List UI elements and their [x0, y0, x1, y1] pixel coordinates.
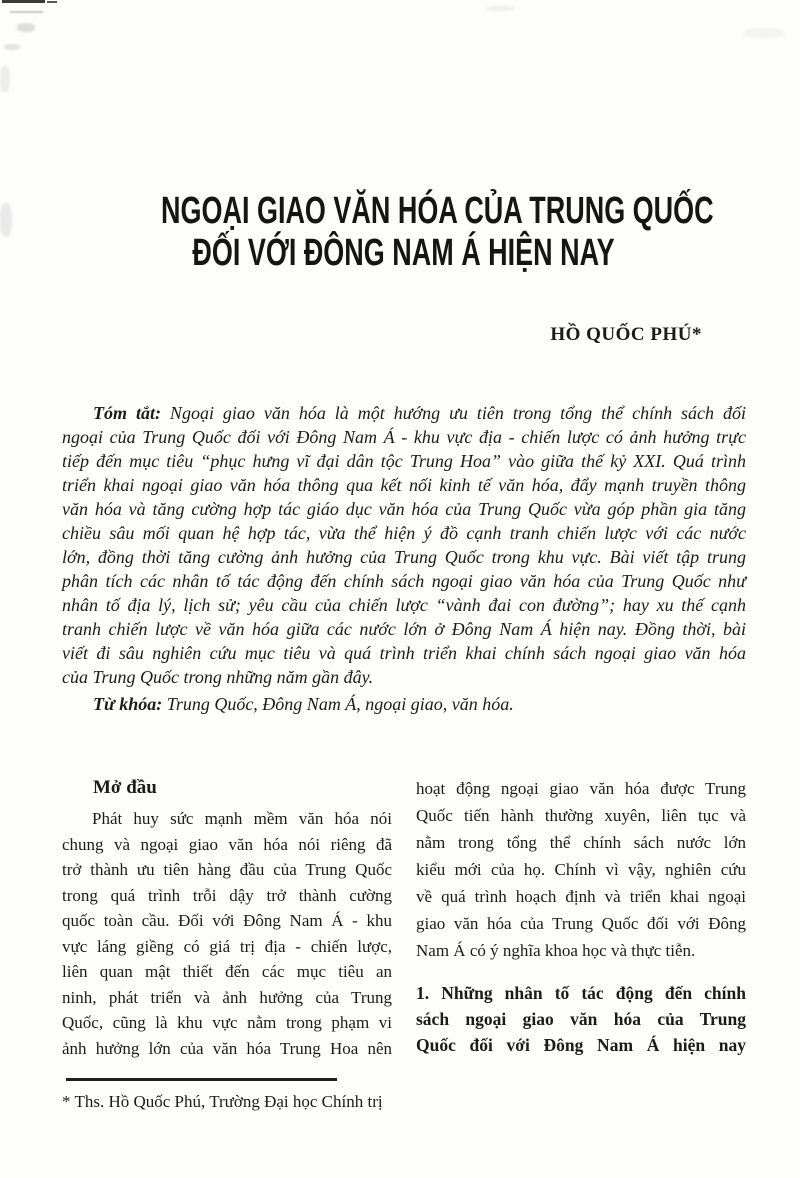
abstract-line: nhân tố địa lý, lịch sử; yêu cầu của chiến lược “vành đai con đường”; hay xu thế cạnh [62, 595, 746, 615]
abstract-line: chiều sâu mối quan hệ hợp tác, vừa thể hiện ý đồ cạnh tranh chiến lược với các nước [62, 523, 746, 543]
section-heading-line: Quốc đối với Đông Nam Á hiện nay [416, 1035, 746, 1055]
body-text-line: chung và ngoại giao văn hóa nói riêng đã [62, 834, 392, 854]
body-text-line: trong quá trình trỗi dậy trở thành cường [62, 885, 392, 905]
left-column-lines [62, 806, 392, 1061]
abstract-line: tranh chiến lược về văn hóa giữa các nước lớn ở Đông Nam Á hiện nay. Đồng thời, bài [62, 619, 746, 639]
body-text-line: vực láng giềng có giá trị địa - chiến lược, [62, 936, 392, 956]
abstract-label: Tóm tắt: [93, 403, 161, 423]
body-text-line: liên quan mật thiết đến các mục tiêu an [62, 962, 392, 981]
right-column [416, 775, 746, 1061]
scan-artifact [0, 203, 12, 237]
body-text-line: quốc toàn cầu. Đối với Đông Nam Á - khu [62, 911, 392, 930]
scan-artifact [4, 44, 20, 50]
scan-artifact [2, 0, 45, 3]
body-text-line: trở thành ưu tiên hàng đầu của Trung Quốc [62, 860, 392, 879]
body-text-line: nằm trong tổng thể chính sách nước lớn [416, 833, 746, 852]
abstract-line: tiếp đến mục tiêu “phục hưng vĩ đại dân tộc Trung Hoa” vào giữa thế kỷ XXI. Quá trình [62, 451, 746, 471]
body-text-line: Quốc tiến hành thường xuyên, liên tục và [416, 806, 746, 825]
abstract-line: ngoại của Trung Quốc đối với Đông Nam Á - khu vực địa - chiến lược có ảnh hưởng trực [62, 427, 746, 447]
body-text-line: giao văn hóa của Trung Quốc đối với Đông [416, 914, 746, 933]
abstract-line: lớn, đồng thời tăng cường ảnh hưởng của Trung Quốc trong khu vực. Bài viết tập trung [62, 547, 746, 567]
scan-artifact [47, 1, 57, 3]
body-text-line: Quốc, cũng là khu vực nằm trong phạm vi [62, 1013, 392, 1032]
scan-artifact [487, 6, 515, 11]
abstract-lead-text: Ngoại giao văn hóa là một hướng ưu tiên trong tổng thể chính sách đối [160, 403, 747, 423]
abstract-lead-line [62, 401, 746, 425]
scan-artifact [744, 28, 784, 38]
body-text-line: ảnh hưởng lớn của văn hóa Trung Hoa nên [62, 1038, 392, 1058]
abstract-lines [62, 425, 746, 689]
body-text-line: Nam Á có ý nghĩa khoa học và thực tiễn. [416, 941, 696, 960]
section-heading-line: 1. Những nhân tố tác động đến chính [416, 983, 746, 1003]
scan-artifact [0, 66, 10, 92]
left-column-heading: Mở đầu [93, 777, 157, 798]
body-text-line: hoạt động ngoại giao văn hóa được Trung [416, 779, 746, 798]
body-text-line: Phát huy sức mạnh mềm văn hóa nói [92, 809, 392, 828]
abstract-line: phân tích các nhân tố tác động đến chính sách ngoại giao văn hóa của Trung Quốc như [62, 571, 746, 591]
footnote-text: * Ths. Hồ Quốc Phú, Trường Đại học Chính trị [62, 1092, 383, 1111]
keywords-line [62, 692, 746, 716]
abstract-line: văn hóa và tăng cường hợp tác giáo dục văn hóa của Trung Quốc vừa góp phần gia tăng [62, 499, 746, 519]
abstract-line: viết đi sâu nghiên cứu mục tiêu và quá trình triển khai chính sách ngoại giao văn hóa [62, 643, 746, 663]
scan-artifact [10, 11, 43, 13]
footnote-rule [66, 1078, 337, 1081]
abstract-section [62, 401, 746, 716]
body-columns [62, 775, 746, 1061]
body-text-line: kiểu mới của họ. Chính vì vậy, nghiên cứu [416, 860, 746, 879]
section-heading [416, 980, 746, 1058]
abstract-line: triển khai ngoại giao văn hóa thông qua kết nối kinh tế văn hóa, đẩy mạnh truyền thông [62, 475, 746, 495]
author-name: HỒ QUỐC PHÚ* [550, 324, 702, 345]
article-title-line-1: NGOẠI GIAO VĂN HÓA CỦA TRUNG QUỐC [161, 190, 714, 232]
article-title-line-2: ĐỐI VỚI ĐÔNG NAM Á HIỆN NAY [192, 232, 615, 274]
article-title [62, 190, 745, 274]
right-column-lines [416, 775, 746, 964]
body-text-line: ninh, phát triển và ảnh hưởng của Trung [62, 987, 392, 1007]
abstract-line: của Trung Quốc trong những năm gần đây. [62, 667, 374, 687]
body-text-line: về quá trình hoạch định và triển khai ngoại [416, 887, 746, 906]
section-heading-line: sách ngoại giao văn hóa của Trung [416, 1009, 746, 1029]
keywords-label: Từ khóa: [93, 694, 163, 714]
scan-artifact [17, 23, 35, 32]
keywords-text: Trung Quốc, Đông Nam Á, ngoại giao, văn hóa. [162, 694, 514, 714]
left-column [62, 775, 392, 1061]
